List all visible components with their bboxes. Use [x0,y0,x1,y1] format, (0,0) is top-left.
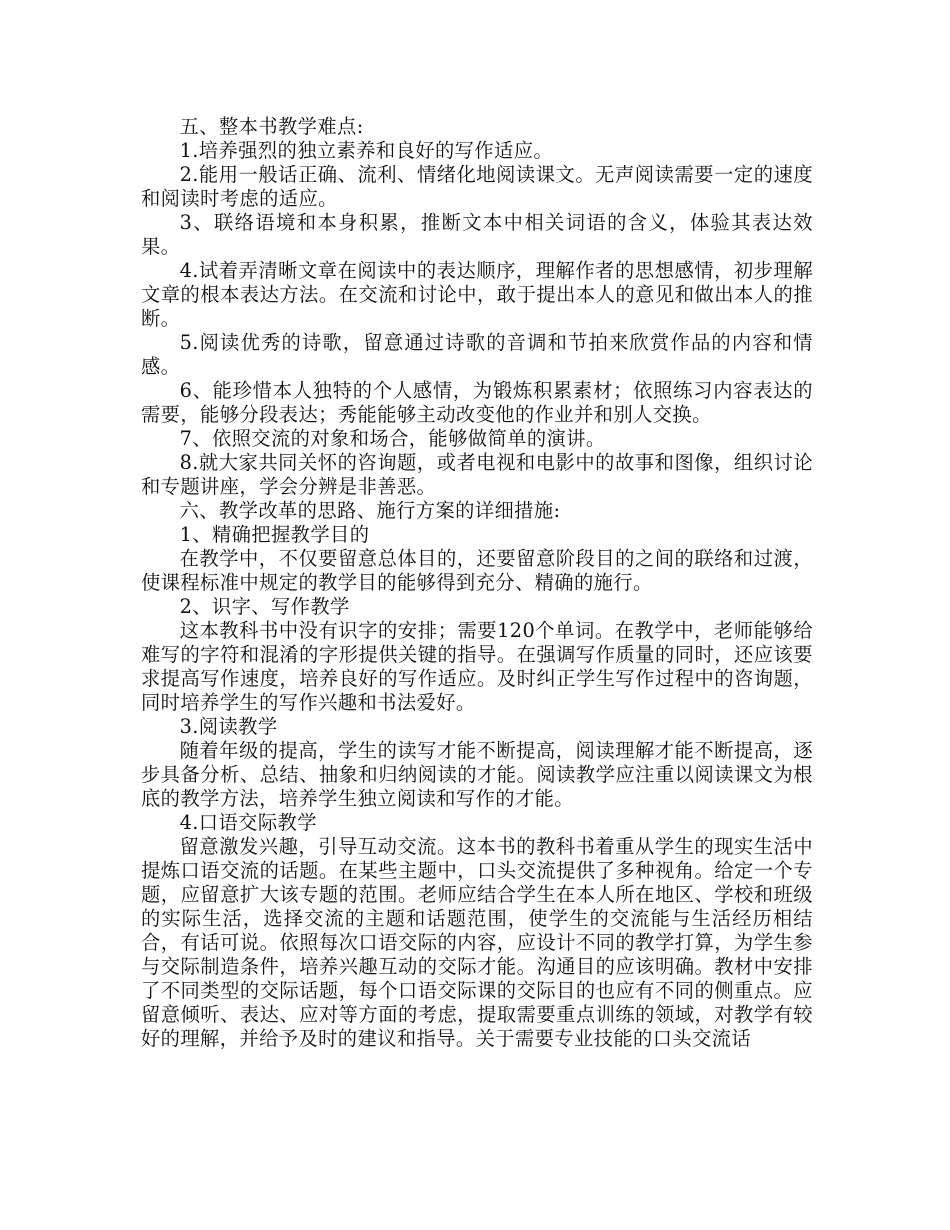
list-item-difficulty-7: 7、依照交流的对象和场合，能够做简单的演讲。 [179,427,606,450]
document-body [141,115,813,1051]
list-item-difficulty-4: 4.试着弄清晰文章在阅读中的表达顺序，理解作者的思想感情，初步理解文章的根本表达方法。在交流和讨论中，敢于提出本人的意见和做出本人的推断。 [141,259,813,330]
paragraph-reading: 随着年级的提高，学生的读写才能不断提高，阅读理解才能不断提高，逐步具备分析、总结、抽象和归纳阅读的才能。阅读教学应注重以阅读课文为根底的教学方法，培养学生独立阅读和写作的才能。 [141,739,813,810]
section-heading-reform: 六、教学改革的思路、施行方案的详细措施: [179,499,561,522]
paragraph-goals: 在教学中，不仅要留意总体目的，还要留意阶段目的之间的联络和过渡，使课程标准中规定的教学目的能够得到充分、精确的施行。 [141,547,813,594]
paragraph-oral-communication: 留意激发兴趣，引导互动交流。这本书的教科书着重从学生的现实生活中提炼口语交流的话题。在某些主题中，口头交流提供了多种视角。给定一个专题，应留意扩大该专题的范围。老师应结合学生在本人所在地区、学校和班级的实际生活，选择交流的主题和话题范围，使学生的交流能与生活经历相结合，有话可说。依照每次口语交际的内容，应设计不同的教学打算，为学生参与交际制造条件，培养兴趣互动的交际才能。沟通目的应该明确。教材中安排了不同类型的交际话题，每个口语交际课的交际目的也应有不同的侧重点。应留意倾听、表达、应对等方面的考虑，提取需要重点训练的领域，对教学有较好的理解，并给予及时的建议和指导。关于需要专业技能的口头交流话 [141,835,813,1050]
section-heading-difficulties: 五、整本书教学难点: [179,115,364,138]
list-item-difficulty-5: 5.阅读优秀的诗歌，留意通过诗歌的音调和节拍来欣赏作品的内容和情感。 [141,331,813,378]
list-item-difficulty-3: 3、联络语境和本身积累，推断文本中相关词语的含义，体验其表达效果。 [141,211,813,258]
list-item-difficulty-2: 2.能用一般话正确、流利、情绪化地阅读课文。无声阅读需要一定的速度和阅读时考虑的适应。 [141,163,813,210]
list-item-difficulty-8: 8.就大家共同关怀的咨询题，或者电视和电影中的故事和图像，组织讨论和专题讲座，学会分辨是非善恶。 [141,451,813,498]
subheading-goals: 1、精确把握教学目的 [179,523,370,546]
subheading-reading: 3.阅读教学 [179,715,278,738]
list-item-difficulty-1: 1.培养强烈的独立素养和良好的写作适应。 [179,139,554,162]
paragraph-literacy-writing: 这本教科书中没有识字的安排；需要120个单词。在教学中，老师能够给难写的字符和混淆的字形提供关键的指导。在强调写作质量的同时，还应该要求提高写作速度，培养良好的写作适应。及时纠正学生写作过程中的咨询题，同时培养学生的写作兴趣和书法爱好。 [141,619,813,714]
list-item-difficulty-6: 6、能珍惜本人独特的个人感情，为锻炼积累素材；依照练习内容表达的需要，能够分段表达；秀能能够主动改变他的作业并和别人交换。 [141,379,813,426]
subheading-literacy-writing: 2、识字、写作教学 [179,595,350,618]
subheading-oral-communication: 4.口语交际教学 [179,811,317,834]
